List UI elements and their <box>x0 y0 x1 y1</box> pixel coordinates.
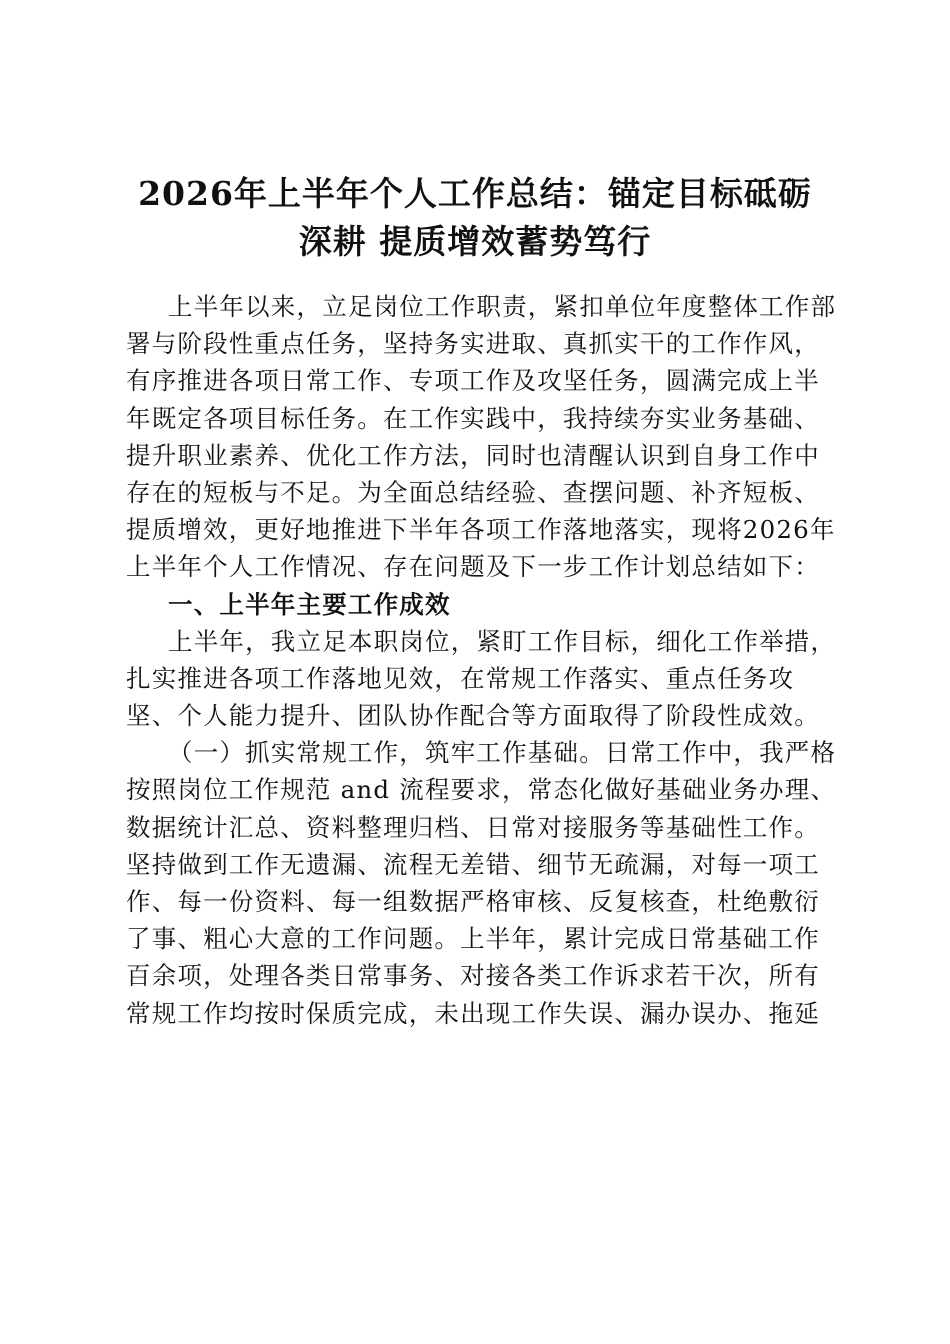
title-line-2: 深耕 提质增效蓄势笃行 <box>298 222 652 261</box>
document-body <box>126 288 838 1032</box>
paragraph-line: 上半年个人工作情况、存在问题及下一步工作计划总结如下： <box>126 552 820 582</box>
section-heading: 一、上半年主要工作成效 <box>168 589 451 619</box>
paragraph-line: 有序推进各项日常工作、专项工作及攻坚任务，圆满完成上半 <box>126 366 820 396</box>
paragraph-line: 常规工作均按时保质完成，未出现工作失误、漏办误办、拖延 <box>126 998 820 1028</box>
paragraph-line: 存在的短板与不足。为全面总结经验、查摆问题、补齐短板、 <box>126 477 820 507</box>
paragraph-line: 提质增效，更好地推进下半年各项工作落地落实，现将2026年 <box>126 515 836 545</box>
paragraph-line: 署与阶段性重点任务，坚持务实进取、真抓实干的工作作风， <box>126 329 820 359</box>
paragraph-line: 坚持做到工作无遗漏、流程无差错、细节无疏漏，对每一项工 <box>126 849 820 879</box>
paragraph-line: 提升职业素养、优化工作方法，同时也清醒认识到自身工作中 <box>126 440 820 470</box>
paragraph-line: 年既定各项目标任务。在工作实践中，我持续夯实业务基础、 <box>126 403 820 433</box>
paragraph-line: 数据统计汇总、资料整理归档、日常对接服务等基础性工作。 <box>126 812 820 842</box>
paragraph-line: 坚、个人能力提升、团队协作配合等方面取得了阶段性成效。 <box>126 701 820 731</box>
paragraph-line: 作、每一份资料、每一组数据严格审核、反复核查，杜绝敷衍 <box>126 887 820 916</box>
paragraph-line: 上半年以来，立足岗位工作职责，紧扣单位年度整体工作部 <box>168 292 837 321</box>
paragraph-line: 上半年，我立足本职岗位，紧盯工作目标，细化工作举措， <box>168 626 837 656</box>
document-title <box>100 170 850 266</box>
title-line-1: 2026年上半年个人工作总结：锚定目标砥砺 <box>138 174 812 213</box>
paragraph-line: 按照岗位工作规范 and 流程要求，常态化做好基础业务办理、 <box>126 775 837 805</box>
paragraph-line: 了事、粗心大意的工作问题。上半年，累计完成日常基础工作 <box>126 924 820 954</box>
paragraph-line: 百余项，处理各类日常事务、对接各类工作诉求若干次，所有 <box>126 961 820 991</box>
paragraph-line: 扎实推进各项工作落地见效，在常规工作落实、重点任务攻 <box>126 663 795 693</box>
paragraph-line: （一）抓实常规工作，筑牢工作基础。日常工作中，我严格 <box>168 738 837 768</box>
